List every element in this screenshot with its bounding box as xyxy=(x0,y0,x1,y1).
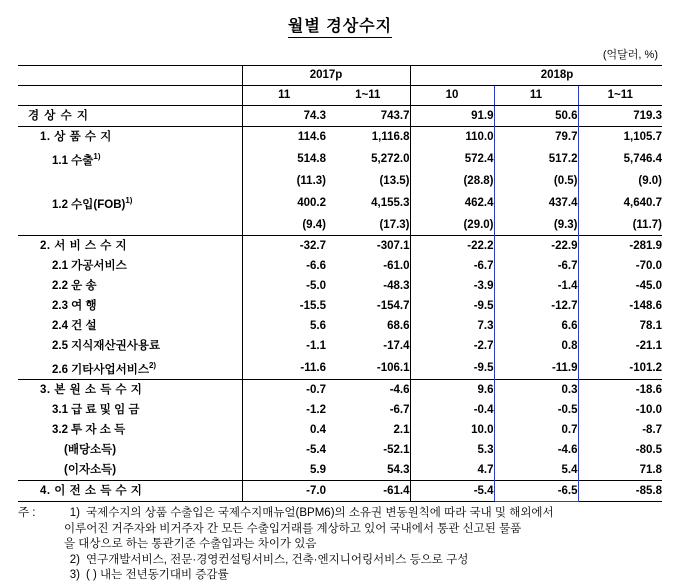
table-row xyxy=(18,316,662,336)
row-value-highlight: 6.6 xyxy=(494,316,578,336)
current-account-table xyxy=(18,65,662,502)
footnote-marker: 2) xyxy=(148,360,157,370)
header-col-2017-1to11: 1~11 xyxy=(326,86,410,106)
row-value: -6.6 xyxy=(242,256,326,276)
table-row xyxy=(18,336,662,356)
row-value: -21.1 xyxy=(635,339,663,352)
row-value-highlight: -6.7 xyxy=(494,256,578,276)
row-value: -48.3 xyxy=(383,279,410,292)
row-value: -80.5 xyxy=(635,444,663,457)
footnote-number: 1) xyxy=(69,507,80,520)
row-value: 7.3 xyxy=(410,316,494,336)
row-value: 4,155.3 xyxy=(371,196,410,209)
row-label: 3.1 급 료 및 임 금 xyxy=(52,404,140,417)
footnote-spacer xyxy=(18,553,64,569)
table-row xyxy=(18,380,662,401)
row-value: 743.7 xyxy=(380,110,410,122)
row-label: 2.1 가공서비스 xyxy=(52,259,127,272)
row-value-highlight: -4.6 xyxy=(494,440,578,460)
row-value: 719.3 xyxy=(633,110,663,122)
row-value: (11.7) xyxy=(632,218,663,231)
row-value-highlight: -11.9 xyxy=(494,356,578,380)
table-row xyxy=(18,420,662,440)
row-label: 3. 본 원 소 득 수 지 xyxy=(18,380,242,401)
row-value: 54.3 xyxy=(387,464,410,477)
table-row xyxy=(18,400,662,420)
row-value: -17.4 xyxy=(383,339,410,352)
row-value: 78.1 xyxy=(639,319,663,332)
header-group-2017: 2017p xyxy=(242,66,410,86)
row-value: -61.0 xyxy=(383,259,410,272)
row-value: -106.1 xyxy=(376,361,410,374)
footnote-item xyxy=(18,553,662,569)
row-value-highlight: -0.5 xyxy=(494,400,578,420)
row-value: 0.4 xyxy=(242,420,326,440)
footnote-text: 을 대상으로 하는 통관기준 수출입과는 차이가 있음 xyxy=(64,538,317,551)
row-value: 5,272.0 xyxy=(371,152,410,165)
row-label: 2.2 운 송 xyxy=(52,279,97,292)
row-value: -10.0 xyxy=(635,404,663,417)
footnote-text: 이루어진 거주자와 비거주자 간 모든 수출입거래를 계상하고 있어 국내에서 통관 신고된 물품 xyxy=(64,522,522,535)
table-row xyxy=(18,296,662,316)
row-value: 114.6 xyxy=(242,127,326,148)
row-value: -4.6 xyxy=(326,380,410,401)
row-value: (9.0) xyxy=(638,174,663,187)
row-value: -52.1 xyxy=(383,444,410,457)
row-label: (이자소득) xyxy=(64,464,117,477)
page-title xyxy=(18,0,662,46)
row-value: 110.0 xyxy=(410,127,494,148)
row-value: -281.9 xyxy=(578,235,662,256)
page-title-text: 월별 경상수지 xyxy=(288,18,392,38)
row-value: -0.7 xyxy=(242,380,326,401)
row-value: -101.2 xyxy=(629,361,663,374)
row-label: (배당소득) xyxy=(64,444,117,457)
table-row xyxy=(18,127,662,148)
row-value-highlight: -22.9 xyxy=(494,235,578,256)
row-label: 2.6 기타사업서비스$^{2)}$ xyxy=(52,360,157,376)
row-value-highlight: 517.2 xyxy=(494,147,578,171)
row-value: 10.0 xyxy=(410,420,494,440)
row-value-highlight: 0.3 xyxy=(494,380,578,401)
row-value: -1.1 xyxy=(242,336,326,356)
table-row xyxy=(18,106,662,127)
footnote-number: 2) xyxy=(69,553,80,566)
row-label xyxy=(18,171,242,191)
row-value: -8.7 xyxy=(642,424,663,437)
table-row xyxy=(18,256,662,276)
footnote-text: 국제수지의 상품 수출입은 국제수지매뉴얼(BPM6)의 소유권 변동원칙에 따라 국내 및 해외에서 xyxy=(86,507,554,520)
row-value: -45.0 xyxy=(635,279,663,292)
table-row xyxy=(18,191,662,215)
footnote-marker: 1) xyxy=(93,152,101,161)
row-value: -1.2 xyxy=(242,400,326,420)
row-value-highlight: (9.3) xyxy=(494,215,578,236)
table-row xyxy=(18,440,662,460)
row-value: 4,640.7 xyxy=(623,196,663,209)
row-value: (9.4) xyxy=(242,215,326,236)
row-value: 74.3 xyxy=(242,106,326,127)
row-label: 1.2 수입(FOB)$^{1)}$ xyxy=(52,195,133,211)
row-value: -148.6 xyxy=(629,299,663,312)
row-value: -22.2 xyxy=(410,235,494,256)
table-row xyxy=(18,147,662,171)
footnotes xyxy=(18,502,662,584)
table-row xyxy=(18,356,662,380)
row-value: 4.7 xyxy=(410,460,494,481)
table-row xyxy=(18,276,662,296)
footnote-marker: 1) xyxy=(125,195,133,205)
footnote-text: 연구개발서비스, 전문·경영컨설팅서비스, 건축·엔지니어링서비스 등으로 구성 xyxy=(86,553,469,566)
row-value-highlight: -1.4 xyxy=(494,276,578,296)
row-value: 71.8 xyxy=(639,464,663,477)
row-value: -6.7 xyxy=(410,256,494,276)
row-value: -9.5 xyxy=(410,296,494,316)
row-value-highlight: 79.7 xyxy=(494,127,578,148)
header-col-2017-11: 11 xyxy=(242,86,326,106)
table-row xyxy=(18,460,662,481)
row-value: 5.6 xyxy=(242,316,326,336)
header-group-2018: 2018p xyxy=(494,66,662,86)
row-value: (11.3) xyxy=(242,171,326,191)
row-value: 462.4 xyxy=(410,191,494,215)
header-corner xyxy=(18,66,242,86)
row-label: 2.3 여 행 xyxy=(52,299,97,312)
row-label: 2. 서 비 스 수 지 xyxy=(18,235,242,256)
footnote-text: ( ) 내는 전년동기대비 증감률 xyxy=(86,569,229,582)
row-value: -61.4 xyxy=(326,481,410,502)
row-value: 91.9 xyxy=(410,106,494,127)
row-value: 5,746.4 xyxy=(623,152,663,165)
header-col-2018-10: 10 xyxy=(410,86,494,106)
row-value: -2.7 xyxy=(410,336,494,356)
row-value: -307.1 xyxy=(326,235,410,256)
header-sub-corner xyxy=(18,86,242,106)
row-value: -9.5 xyxy=(410,356,494,380)
row-value: -6.7 xyxy=(389,404,410,417)
row-value: (29.0) xyxy=(410,215,494,236)
table-header-group-row xyxy=(18,66,662,86)
footnote-spacer xyxy=(18,568,64,584)
row-value: -3.9 xyxy=(410,276,494,296)
row-label xyxy=(18,215,242,236)
row-value: -154.7 xyxy=(376,299,410,312)
row-value: 400.2 xyxy=(242,191,326,215)
row-value: -0.4 xyxy=(410,400,494,420)
row-label: 3.2 투 자 소 득 xyxy=(52,424,126,437)
footnote-number: 3) xyxy=(69,569,80,582)
footnote-item xyxy=(18,506,662,522)
row-label: 1. 상 품 수 지 xyxy=(18,127,242,148)
row-value: -5.4 xyxy=(242,440,326,460)
table-header-sub-row xyxy=(18,86,662,106)
row-value: 68.6 xyxy=(387,319,410,332)
row-value-highlight: 5.4 xyxy=(494,460,578,481)
header-col-2018-1to11: 1~11 xyxy=(578,86,662,106)
row-value-highlight: 50.6 xyxy=(494,106,578,127)
row-value: 5.3 xyxy=(410,440,494,460)
row-value: -7.0 xyxy=(242,481,326,502)
unit-note: (억달러, %) xyxy=(602,49,658,61)
row-value: 514.8 xyxy=(242,147,326,171)
row-value: (28.8) xyxy=(410,171,494,191)
row-value: -5.4 xyxy=(410,481,494,502)
row-value: 2.1 xyxy=(393,424,410,437)
row-value-highlight: (0.5) xyxy=(494,171,578,191)
row-value: -70.0 xyxy=(635,259,663,272)
row-value: -11.6 xyxy=(242,356,326,380)
row-value-highlight: -6.5 xyxy=(494,481,578,502)
row-value-highlight: 0.8 xyxy=(494,336,578,356)
row-label: 4. 이 전 소 득 수 지 xyxy=(18,481,242,502)
row-label: 2.4 건 설 xyxy=(52,319,97,332)
row-value-highlight: -12.7 xyxy=(494,296,578,316)
row-value: (13.5) xyxy=(379,174,410,187)
row-value: 1,105.7 xyxy=(578,127,662,148)
table-row xyxy=(18,215,662,236)
row-value: -15.5 xyxy=(242,296,326,316)
row-value: -18.6 xyxy=(578,380,662,401)
footnote-label: 주 : xyxy=(18,507,36,520)
row-value: -5.0 xyxy=(242,276,326,296)
row-label: 1.1 수출$^{1)}$ xyxy=(52,152,101,167)
row-value-highlight: 0.7 xyxy=(494,420,578,440)
table-row xyxy=(18,235,662,256)
row-value: 1,116.8 xyxy=(326,127,410,148)
row-label: 경 상 수 지 xyxy=(28,110,90,122)
row-value: 9.6 xyxy=(410,380,494,401)
table-row xyxy=(18,171,662,191)
footnote-item xyxy=(18,568,662,584)
row-value: -32.7 xyxy=(242,235,326,256)
row-value: -85.8 xyxy=(578,481,662,502)
row-value-highlight: 437.4 xyxy=(494,191,578,215)
row-value: (17.3) xyxy=(379,218,410,231)
header-col-2018-11: 11 xyxy=(494,86,578,106)
table-row xyxy=(18,481,662,502)
row-label: 2.5 지식재산권사용료 xyxy=(52,339,161,352)
row-value: 5.9 xyxy=(242,460,326,481)
row-value: 572.4 xyxy=(410,147,494,171)
